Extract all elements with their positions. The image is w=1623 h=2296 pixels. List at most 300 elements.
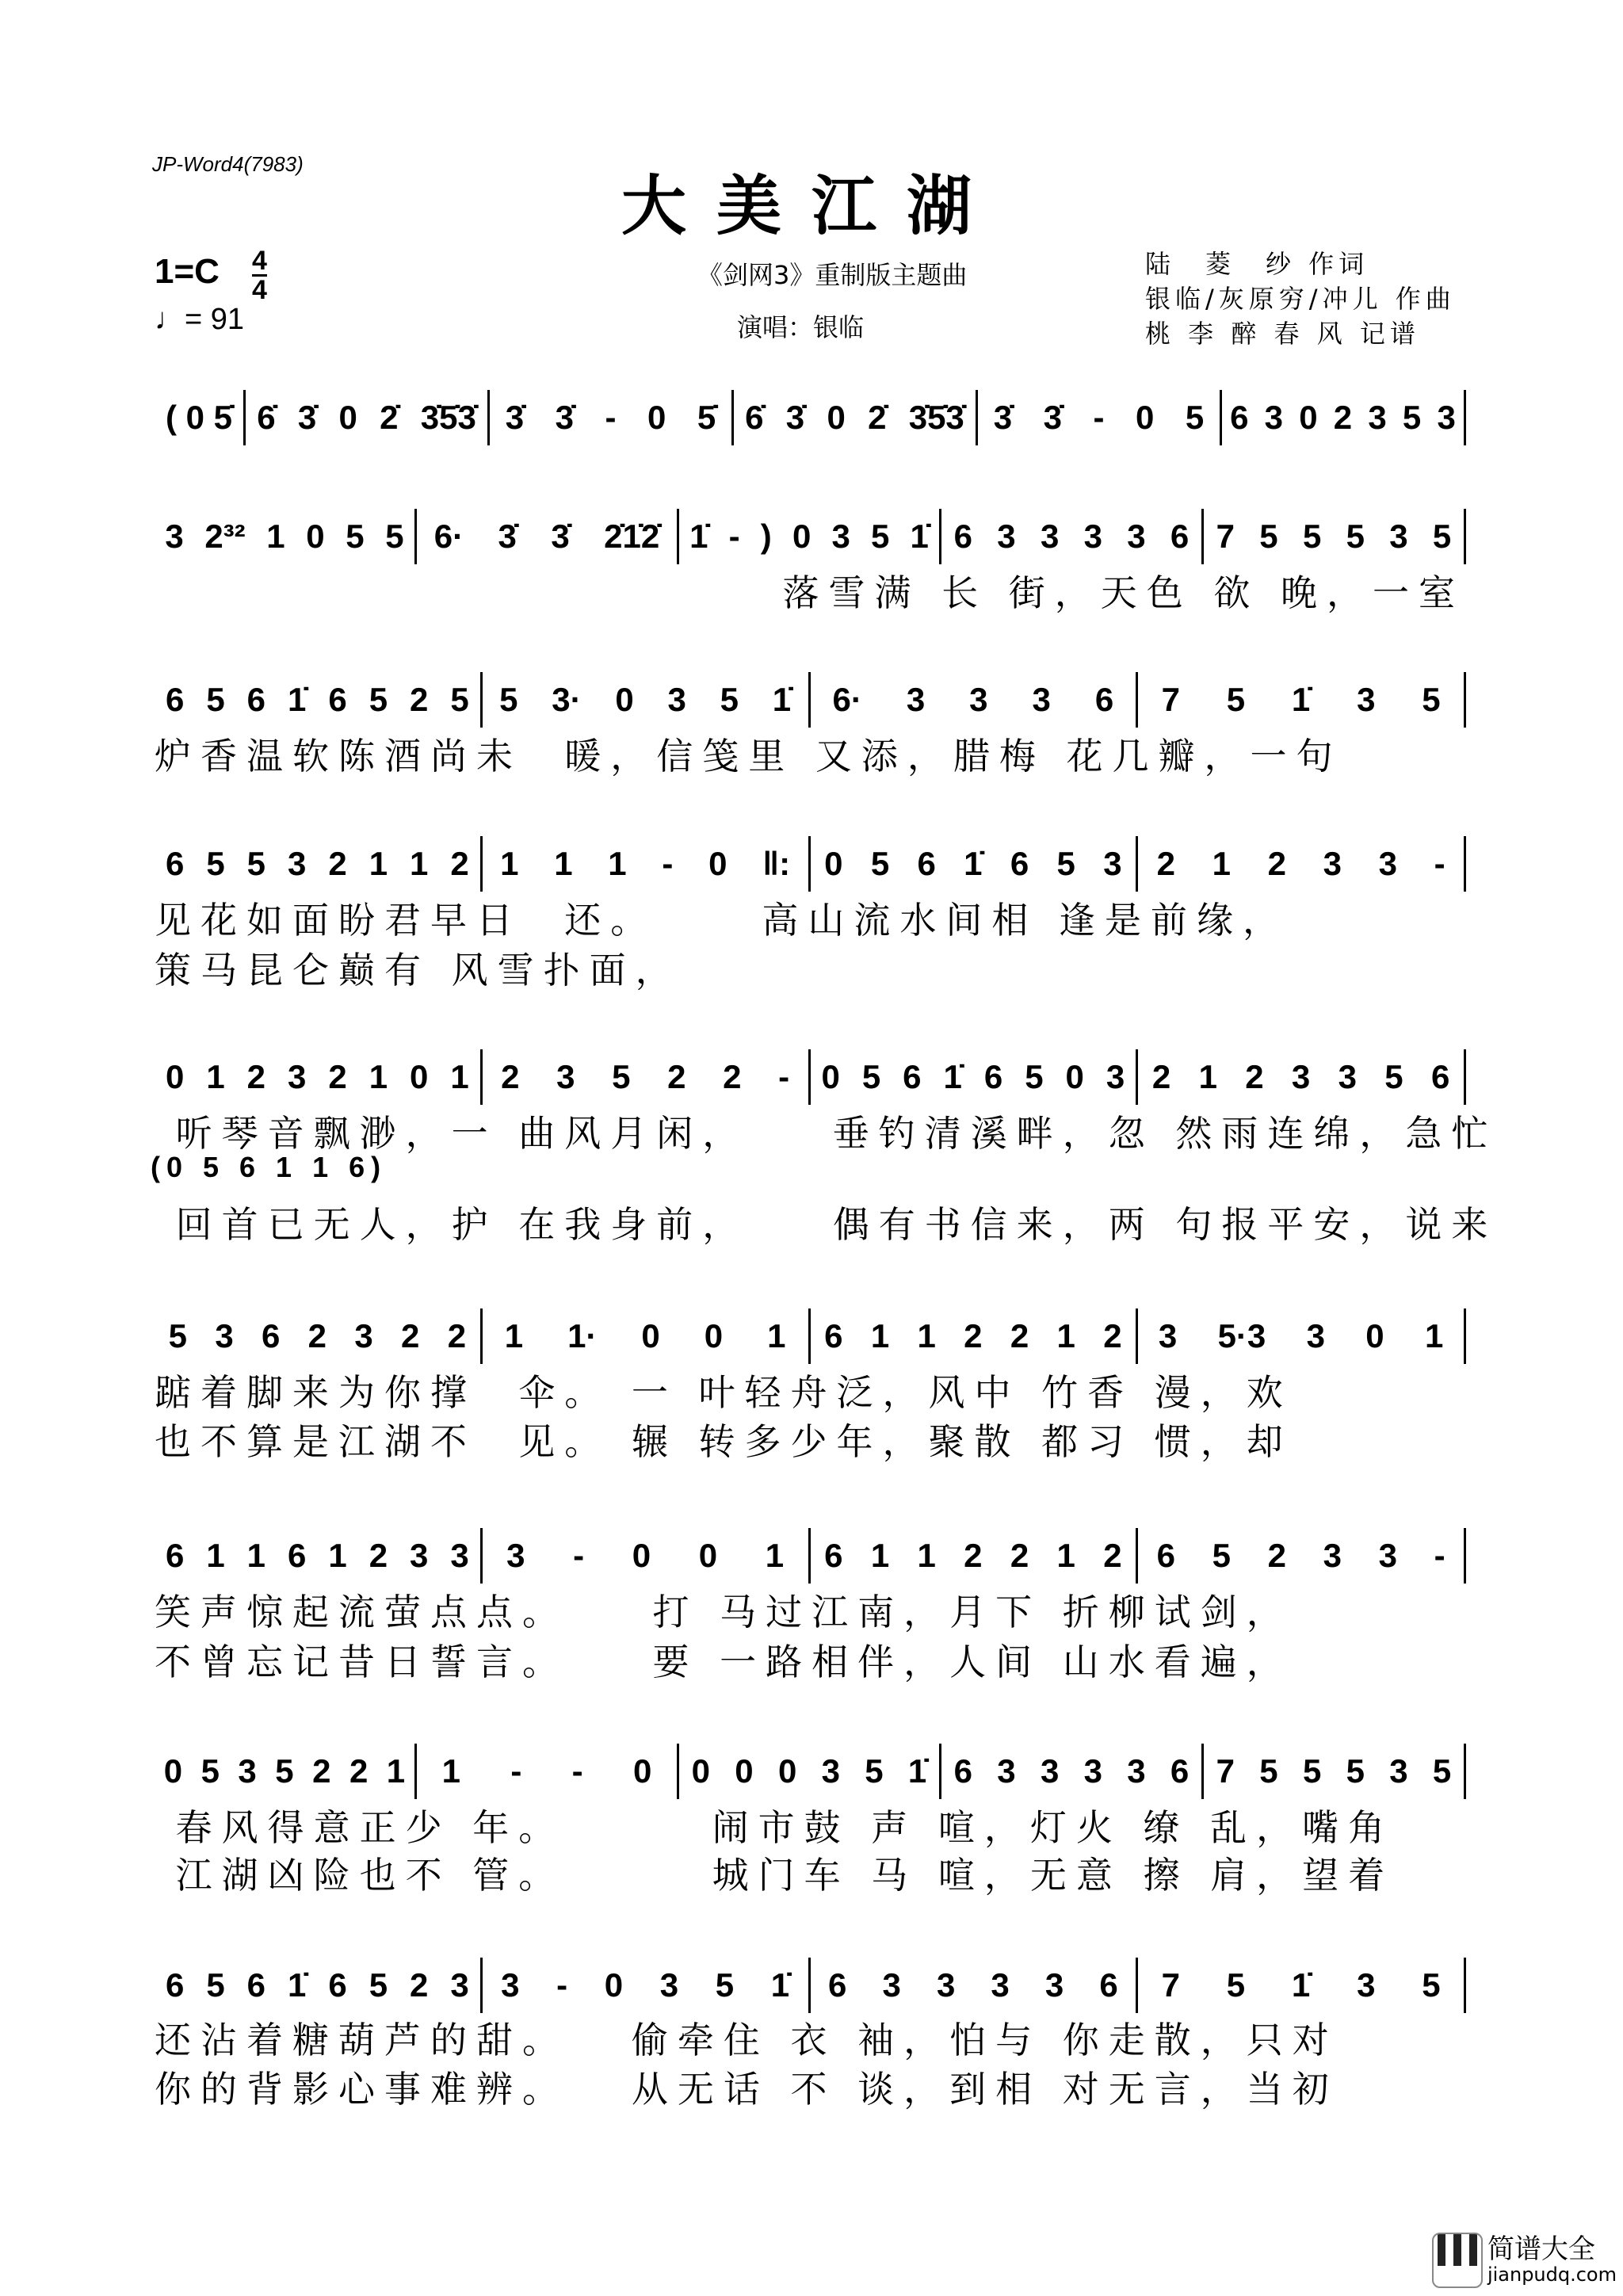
note: - [1434, 845, 1445, 882]
note: 6 [1094, 681, 1114, 718]
note: 3 [1357, 1966, 1376, 2004]
score-row [155, 390, 1466, 445]
note: 2 [410, 1966, 429, 2004]
note: 3 [667, 681, 686, 718]
measure [155, 672, 483, 728]
note: 6 [828, 1966, 847, 2004]
note: 5 [200, 1752, 220, 1790]
note: 5 [206, 845, 225, 882]
note: - [510, 1752, 522, 1790]
note: 3 [288, 1058, 307, 1095]
note: 1 [328, 1537, 347, 1574]
pickup-measure: ( 0 5̇ [155, 390, 246, 445]
note: - [1434, 1537, 1445, 1574]
note: 1̇ [288, 681, 307, 718]
note: 5 [206, 681, 225, 718]
note: 3 [1323, 1537, 1342, 1574]
note: ) [760, 518, 772, 555]
note: 2 [246, 1058, 266, 1095]
measure [811, 672, 1139, 728]
note: 2 [1333, 399, 1353, 436]
note: 3 [450, 1537, 469, 1574]
note: 3̇ [993, 399, 1013, 436]
note: 1 [767, 1317, 786, 1354]
note: 3 [1103, 845, 1122, 882]
note: 3 [238, 1752, 257, 1790]
note: 5 [1422, 1966, 1441, 2004]
note: 6 [983, 1058, 1003, 1095]
note: - [605, 399, 617, 436]
note: 3̇ [555, 399, 574, 436]
note: - [571, 1752, 583, 1790]
note: 0 [1365, 1317, 1384, 1354]
note: 0 [1299, 399, 1318, 436]
note: 0 [647, 399, 666, 436]
note: 3 [1389, 1752, 1408, 1790]
note: 0 [698, 1537, 718, 1574]
note: 1̇ [1291, 681, 1311, 718]
note: 5 [275, 1752, 294, 1790]
note: 7 [1161, 1966, 1180, 2004]
logo-name: 简谱大全 [1487, 2233, 1595, 2265]
note: - [573, 1537, 585, 1574]
note: 3̇ [785, 399, 805, 436]
note: 3 [1437, 399, 1456, 436]
note: 5·3 [1217, 1317, 1266, 1354]
note: 6 [288, 1537, 307, 1574]
note: 3 [831, 518, 850, 555]
note: 3 [1338, 1058, 1357, 1095]
time-signature-top: 4 [252, 246, 267, 276]
note: 3 [1378, 845, 1397, 882]
site-logo[interactable] [1432, 2233, 1617, 2288]
note: 6 [1156, 1537, 1175, 1574]
note: 5 [715, 1966, 735, 2004]
note: 3̇ [498, 518, 517, 555]
note: 5 [720, 681, 739, 718]
note: 1̇ [689, 518, 708, 555]
note: 1 [870, 1537, 890, 1574]
note: 3̇5̇3̇ [908, 399, 964, 436]
note: 5 [1212, 1537, 1231, 1574]
measure [246, 390, 490, 445]
measure [811, 1049, 1139, 1105]
time-signature [252, 247, 267, 304]
note: 2 [1103, 1537, 1122, 1574]
measure [155, 1308, 483, 1364]
lyric-line: 你的背影心事难辨。 从无话 不 谈，到相 对无言，当初 [155, 2068, 1338, 2111]
note: 2³² [204, 518, 246, 555]
note: 0 [632, 1752, 652, 1790]
note: 0 [604, 1966, 624, 2004]
note: 1 [450, 1058, 469, 1095]
note: 2̇1̇2̇ [604, 518, 660, 555]
note: 3̇5̇3̇ [420, 399, 476, 436]
note: 1̇ [910, 518, 929, 555]
measure [155, 1049, 483, 1105]
note: 0 [704, 1317, 724, 1354]
software-version: JP-Word4(7983) [152, 152, 304, 176]
note: - [556, 1966, 568, 2004]
note: 1 [1056, 1537, 1075, 1574]
note: 6 [953, 518, 972, 555]
lyric-line: 回首已无人，护 在我身前， 偶有书信来，两 句报平安，说来 [155, 1203, 1498, 1246]
note: 3 [1106, 1058, 1125, 1095]
score-row [155, 672, 1466, 728]
note: 2 [964, 1537, 983, 1574]
note: 5 [369, 1966, 388, 2004]
lyric-line: 踮着脚来为你撑 伞。 一 叶轻舟泛，风中 竹香 漫，欢 [155, 1371, 1293, 1414]
note: 2 [1267, 845, 1286, 882]
note: 0 [306, 518, 325, 555]
note: 5 [871, 518, 890, 555]
note: 6 [1010, 845, 1029, 882]
note: 1 [1198, 1058, 1217, 1095]
note: 0 [827, 399, 846, 436]
note: 3 [1378, 1537, 1397, 1574]
note: ‖: [762, 845, 791, 882]
note: 5 [1346, 518, 1365, 555]
lyric-line: 还沾着糖葫芦的甜。 偷牵住 衣 袖，怕与 你走散，只对 [155, 2019, 1338, 2061]
score-row [155, 836, 1466, 892]
measure [811, 836, 1139, 892]
measure [941, 1744, 1204, 1799]
note: 6 [165, 1966, 185, 2004]
note: 3 [659, 1966, 679, 2004]
note: 2̇ [868, 399, 887, 436]
note: 5 [168, 1317, 188, 1354]
note: - [662, 845, 674, 882]
lyric-line: 春风得意正少 年。 闹市鼓 声 喧，灯火 缭 乱，嘴角 [155, 1806, 1395, 1849]
note: 2 [410, 681, 429, 718]
measure [483, 1308, 811, 1364]
note: 0 [777, 1752, 797, 1790]
note: 3̇ [551, 518, 570, 555]
lyric-line: 炉香温软陈酒尚未 暖，信笺里 又添，腊梅 花几瓣，一句 [155, 735, 1342, 777]
note: 6· [832, 681, 862, 718]
note: 1 [246, 1537, 266, 1574]
note: 3 [1127, 1752, 1146, 1790]
note: 5 [1226, 1966, 1246, 2004]
tempo-marking: ♩= 91 [155, 303, 245, 336]
lyric-line: 见花如面盼君早日 还。 高山流水间相 逢是前缘， [155, 899, 1289, 942]
measure [155, 509, 417, 564]
note: 2 [1103, 1317, 1122, 1354]
measure [483, 1958, 811, 2013]
note: 3 [969, 681, 988, 718]
note: 2 [328, 845, 347, 882]
note: 1 [206, 1537, 225, 1574]
note: 3 [410, 1537, 429, 1574]
measure [483, 1049, 811, 1105]
measure [679, 1744, 941, 1799]
note: 2 [1010, 1317, 1029, 1354]
note: 6 [1230, 399, 1249, 436]
note: 5 [1226, 681, 1246, 718]
note: 5 [369, 681, 388, 718]
measure [1204, 1744, 1466, 1799]
piano-icon [1432, 2233, 1483, 2288]
note: 3 [1357, 681, 1376, 718]
note: 2̇ [380, 399, 399, 436]
note: 1 [206, 1058, 225, 1095]
measure [155, 1744, 417, 1799]
singer: 演唱：银临 [737, 312, 865, 342]
measure [811, 1308, 1139, 1364]
note: 0 [821, 1058, 840, 1095]
note: 6 [824, 1317, 843, 1354]
note: 3 [1083, 1752, 1102, 1790]
note: 3̇ [1043, 399, 1062, 436]
measure [1138, 1528, 1466, 1584]
note: 3 [1306, 1317, 1325, 1354]
note: 1 [1424, 1317, 1444, 1354]
note: 5 [1432, 518, 1452, 555]
note: 1̇ [1291, 1966, 1311, 2004]
measure [155, 1528, 483, 1584]
note: 5 [385, 518, 404, 555]
note: 6 [328, 1966, 347, 2004]
note: 3 [1158, 1317, 1178, 1354]
measure [811, 1528, 1139, 1584]
note: 0 [792, 518, 812, 555]
note: 1 [917, 1317, 936, 1354]
note: 0 [410, 1058, 429, 1095]
note: 1 [608, 845, 627, 882]
score-row [155, 509, 1466, 564]
note: 3 [215, 1317, 234, 1354]
note: 6· [433, 518, 464, 555]
note: 2 [401, 1317, 420, 1354]
note: 3 [354, 1317, 373, 1354]
note: 6 [328, 681, 347, 718]
note: 3 [1044, 1966, 1064, 2004]
note: 2 [1151, 1058, 1171, 1095]
lyric-line: 落雪满 长 街，天色 欲 晚，一室 [782, 571, 1465, 614]
note: 6 [165, 845, 185, 882]
note: 5 [346, 518, 365, 555]
note: 6 [917, 845, 936, 882]
note: 3 [1264, 399, 1283, 436]
note: 5 [1259, 1752, 1278, 1790]
note: 2 [1245, 1058, 1264, 1095]
note: 0 [1135, 399, 1155, 436]
note: 3 [936, 1966, 956, 2004]
composer-credit: 银临/灰原穷/冲儿 作曲 [1145, 284, 1456, 314]
note: 0 [735, 1752, 754, 1790]
score-row [155, 1308, 1466, 1364]
note: 1 [441, 1752, 461, 1790]
note: 3 [501, 1966, 520, 2004]
note: 2 [1267, 1537, 1286, 1574]
note: 0 [824, 845, 843, 882]
note: 3 [1032, 681, 1051, 718]
song-title: 大美江湖 [621, 168, 1002, 244]
note: 3 [821, 1752, 840, 1790]
measure [1138, 836, 1466, 892]
note: 2 [307, 1317, 327, 1354]
note: 3 [991, 1966, 1010, 2004]
note: 3 [450, 1966, 469, 2004]
lyric-line: 不曾忘记昔日誓言。 要 一路相伴，人间 山水看遍， [155, 1641, 1293, 1683]
note: 2 [1010, 1537, 1029, 1574]
note: 5 [1259, 518, 1278, 555]
lyric-line: 笑声惊起流萤点点。 打 马过江南，月下 折柳试剑， [155, 1591, 1293, 1633]
measure [734, 390, 978, 445]
note: 0 [163, 1752, 183, 1790]
note: 6 [262, 1317, 281, 1354]
note: 3 [1368, 399, 1387, 436]
note: 3 [1323, 845, 1342, 882]
measure [155, 836, 483, 892]
measure [1138, 1308, 1466, 1364]
note: 1 [410, 845, 429, 882]
note: 5 [206, 1966, 225, 2004]
note: 1̇ [288, 1966, 307, 2004]
note: 0 [615, 681, 634, 718]
note: 6 [903, 1058, 922, 1095]
subtitle: 《剑网3》重制版主题曲 [697, 260, 968, 290]
note: 5 [870, 845, 890, 882]
note: 1 [266, 518, 285, 555]
note: 5 [612, 1058, 631, 1095]
note: 3 [1083, 518, 1102, 555]
measure [417, 509, 679, 564]
note: 5 [1302, 1752, 1322, 1790]
time-signature-bottom: 4 [252, 275, 267, 305]
note: 6 [165, 1537, 185, 1574]
note: 1 [554, 845, 573, 882]
note: 1 [386, 1752, 406, 1790]
lyric-line: 听琴音飘渺，一 曲风月闲， 垂钓清溪畔，忽 然雨连绵，急忙 [155, 1112, 1498, 1155]
note: 0 [708, 845, 727, 882]
note: 1 [870, 1317, 890, 1354]
note: 0 [691, 1752, 710, 1790]
lyric-line: 江湖凶险也不 管。 城门车 马 喧，无意 擦 肩，望着 [155, 1854, 1395, 1897]
lyric-line: 也不算是江湖不 见。 辗 转多少年，聚散 都习 惯，却 [155, 1420, 1293, 1463]
note: 1 [1212, 845, 1231, 882]
note: 1 [504, 1317, 524, 1354]
note: 2 [447, 1317, 467, 1354]
note: 3 [997, 1752, 1016, 1790]
note: 3 [1040, 518, 1060, 555]
note: 0 [641, 1317, 660, 1354]
note: 5 [1384, 1058, 1403, 1095]
measure [811, 1958, 1139, 2013]
note: 2 [667, 1058, 686, 1095]
note: 0 [1065, 1058, 1084, 1095]
measure [1138, 1958, 1466, 2013]
note: 7 [1216, 1752, 1235, 1790]
note: 3 [906, 681, 926, 718]
logo-url: jianpudq.com [1487, 2264, 1617, 2286]
note: 5 [1402, 399, 1422, 436]
note: 5 [450, 681, 469, 718]
note: 1 [369, 1058, 388, 1095]
note: 2 [723, 1058, 742, 1095]
note: 7 [1161, 681, 1180, 718]
note: 6 [1170, 1752, 1190, 1790]
note: 3 [1291, 1058, 1311, 1095]
note: 1 [765, 1537, 785, 1574]
note: 3 [1127, 518, 1146, 555]
note: 6 [1430, 1058, 1450, 1095]
note: 2 [312, 1752, 331, 1790]
note: 5 [1056, 845, 1075, 882]
note: 5 [499, 681, 518, 718]
measure [1222, 390, 1466, 445]
note: 3 [288, 845, 307, 882]
note: 6 [824, 1537, 843, 1574]
note: 7 [1216, 518, 1235, 555]
measure [483, 672, 811, 728]
note: 6 [246, 681, 266, 718]
note: - [728, 518, 740, 555]
measure [483, 1528, 811, 1584]
note: 6̇ [257, 399, 276, 436]
note: 6 [953, 1752, 972, 1790]
score-row [155, 1958, 1466, 2013]
note: - [778, 1058, 790, 1095]
note: 5 [865, 1752, 884, 1790]
measure [679, 509, 941, 564]
note: 5 [1025, 1058, 1044, 1095]
note: 5 [1432, 1752, 1452, 1790]
measure [1138, 1049, 1466, 1105]
note: 2 [369, 1537, 388, 1574]
measure [941, 509, 1204, 564]
note: 6 [165, 681, 185, 718]
measure [483, 836, 811, 892]
note: 1̇ [964, 845, 983, 882]
note: 2 [328, 1058, 347, 1095]
note: 0 [165, 1058, 185, 1095]
note: 1 [917, 1537, 936, 1574]
lyricist-credit: 陆 菱 纱 作词 [1145, 249, 1369, 279]
transcriber-credit: 桃 李 醉 春 风 记谱 [1145, 319, 1420, 349]
note: 3 [556, 1058, 575, 1095]
note: 3 [997, 518, 1016, 555]
note: 6 [1170, 518, 1190, 555]
score-row [155, 1744, 1466, 1799]
note: 3̇ [505, 399, 525, 436]
note: 2 [1156, 845, 1175, 882]
note: 1 [500, 845, 519, 882]
measure [490, 390, 734, 445]
note: 2 [501, 1058, 520, 1095]
note: 5̇ [697, 399, 716, 436]
note: 5 [1422, 681, 1441, 718]
note: 6 [1099, 1966, 1118, 2004]
note: 5 [246, 845, 266, 882]
note: 5 [1346, 1752, 1365, 1790]
note: 3 [1040, 1752, 1060, 1790]
measure [1204, 509, 1466, 564]
score-row [155, 1528, 1466, 1584]
note: 2 [450, 845, 469, 882]
note: 1· [567, 1317, 598, 1354]
note: 3 [506, 1537, 525, 1574]
note: 1 [369, 845, 388, 882]
note: 3 [882, 1966, 901, 2004]
note: - [1093, 399, 1105, 436]
note: 3̇ [297, 399, 317, 436]
note: 0 [632, 1537, 651, 1574]
measure [978, 390, 1222, 445]
note: 2 [964, 1317, 983, 1354]
note: 5 [1185, 399, 1205, 436]
note: 0 [338, 399, 357, 436]
